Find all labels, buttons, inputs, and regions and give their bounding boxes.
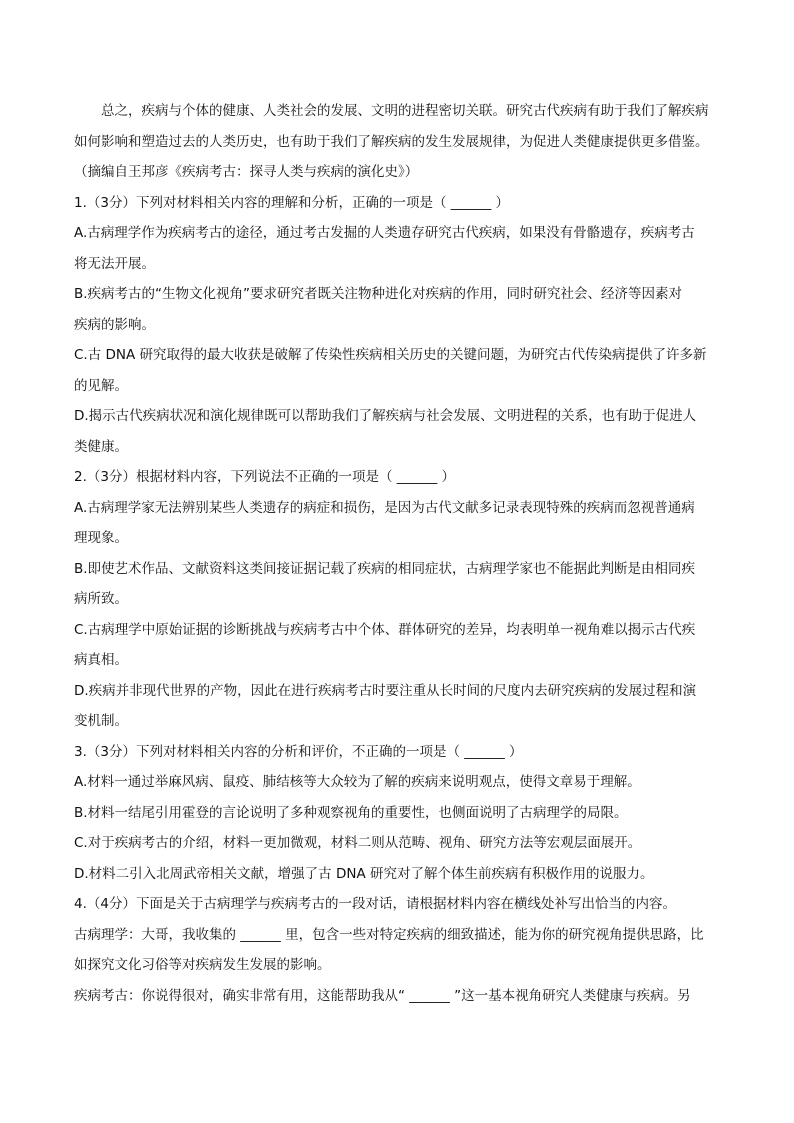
- text-line: 理现象。: [74, 530, 128, 546]
- text-line: D.材料二引入北周武帝相关文献，增强了古 DNA 研究对了解个体生前疾病有积极作用的说服力。: [74, 865, 654, 882]
- text-line: 2.（3分）根据材料内容，下列说法不正确的一项是（ ______ ）: [74, 469, 456, 485]
- text-line: 总之，疾病与个体的健康、人类社会的发展、文明的进程密切关联。研究古代疾病有助于我们了解疾病: [101, 103, 709, 119]
- text-line: 病真相。: [74, 652, 128, 668]
- text-line: B.即使艺术作品、文献资料这类间接证据记载了疾病的相同症状，古病理学家也不能据此判断是由相同疾: [74, 560, 696, 577]
- document-body: [74, 96, 726, 1011]
- text-line: 3.（3分）下列对材料相关内容的分析和评价，不正确的一项是（ ______ ）: [74, 743, 523, 760]
- text-line: C.古病理学中原始证据的诊断挑战与疾病考古中个体、群体研究的差异，均表明单一视角难以揭示古代疾: [74, 621, 696, 638]
- text-line: 的见解。: [74, 377, 128, 394]
- text-line: D.疾病并非现代世界的产物，因此在进行疾病考古时要注重从长时间的尺度内去研究疾病的发展过程和演: [74, 682, 697, 699]
- text-line: D.揭示古代疾病状况和演化规律既可以帮助我们了解疾病与社会发展、文明进程的关系，也有助于促进人: [74, 408, 697, 424]
- text-line: 如探究文化习俗等对疾病发生发展的影响。: [74, 957, 331, 973]
- text-line: 变机制。: [74, 713, 128, 729]
- text-line: 疾病的影响。: [74, 316, 155, 333]
- text-line: 疾病考古：你说得很对，确实非常有用，这能帮助我从“ ______ ”这一基本视角研究人类健康与疾病。另: [74, 987, 691, 1004]
- text-line: 病所致。: [74, 591, 128, 607]
- text-line: 类健康。: [74, 438, 128, 455]
- text-line: 4.（4分）下面是关于古病理学与疾病考古的一段对话，请根据材料内容在横线处补写出恰当的内容。: [74, 896, 676, 912]
- text-line: A.古病理学家无法辨别某些人类遗存的病症和损伤，是因为古代文献多记录表现特殊的疾病而忽视普通病: [74, 499, 695, 516]
- text-line: B.材料一结尾引用霍登的言论说明了多种观察视角的重要性，也侧面说明了古病理学的局限。: [74, 804, 628, 821]
- text-line: 将无法开展。: [74, 255, 155, 272]
- text-line: C.古 DNA 研究取得的最大收获是破解了传染性疾病相关历史的关键问题，为研究古代传染病提供了许多新: [74, 347, 707, 363]
- text-line: 1.（3分）下列对材料相关内容的理解和分析，正确的一项是（ ______ ）: [74, 194, 510, 211]
- text-line: B.疾病考古的“生物文化视角”要求研究者既关注物种进化对疾病的作用，同时研究社会、经济等因素对: [74, 286, 683, 302]
- text-line: 古病理学：大哥，我收集的 ______ 里，包含一些对特定疾病的细致描述，能为你的研究视角提供思路，比: [74, 926, 704, 943]
- text-line: 如何影响和塑造过去的人类历史，也有助于我们了解疾病的发生发展规律，为促进人类健康提供更多借鉴。: [74, 133, 709, 150]
- text-line: A.古病理学作为疾病考古的途径，通过考古发掘的人类遗存研究古代疾病，如果没有骨骼遗存，疾病考古: [74, 225, 695, 241]
- text-line: A.材料一通过举麻风病、鼠疫、肺结核等大众较为了解的疾病来说明观点，使得文章易于理解。: [74, 774, 641, 790]
- text-line: C.对于疾病考古的介绍，材料一更加微观，材料二则从范畴、视角、研究方法等宏观层面展开。: [74, 835, 642, 851]
- text-line: （摘编自王邦彦《疾病考古：探寻人类与疾病的演化史》）: [74, 164, 419, 180]
